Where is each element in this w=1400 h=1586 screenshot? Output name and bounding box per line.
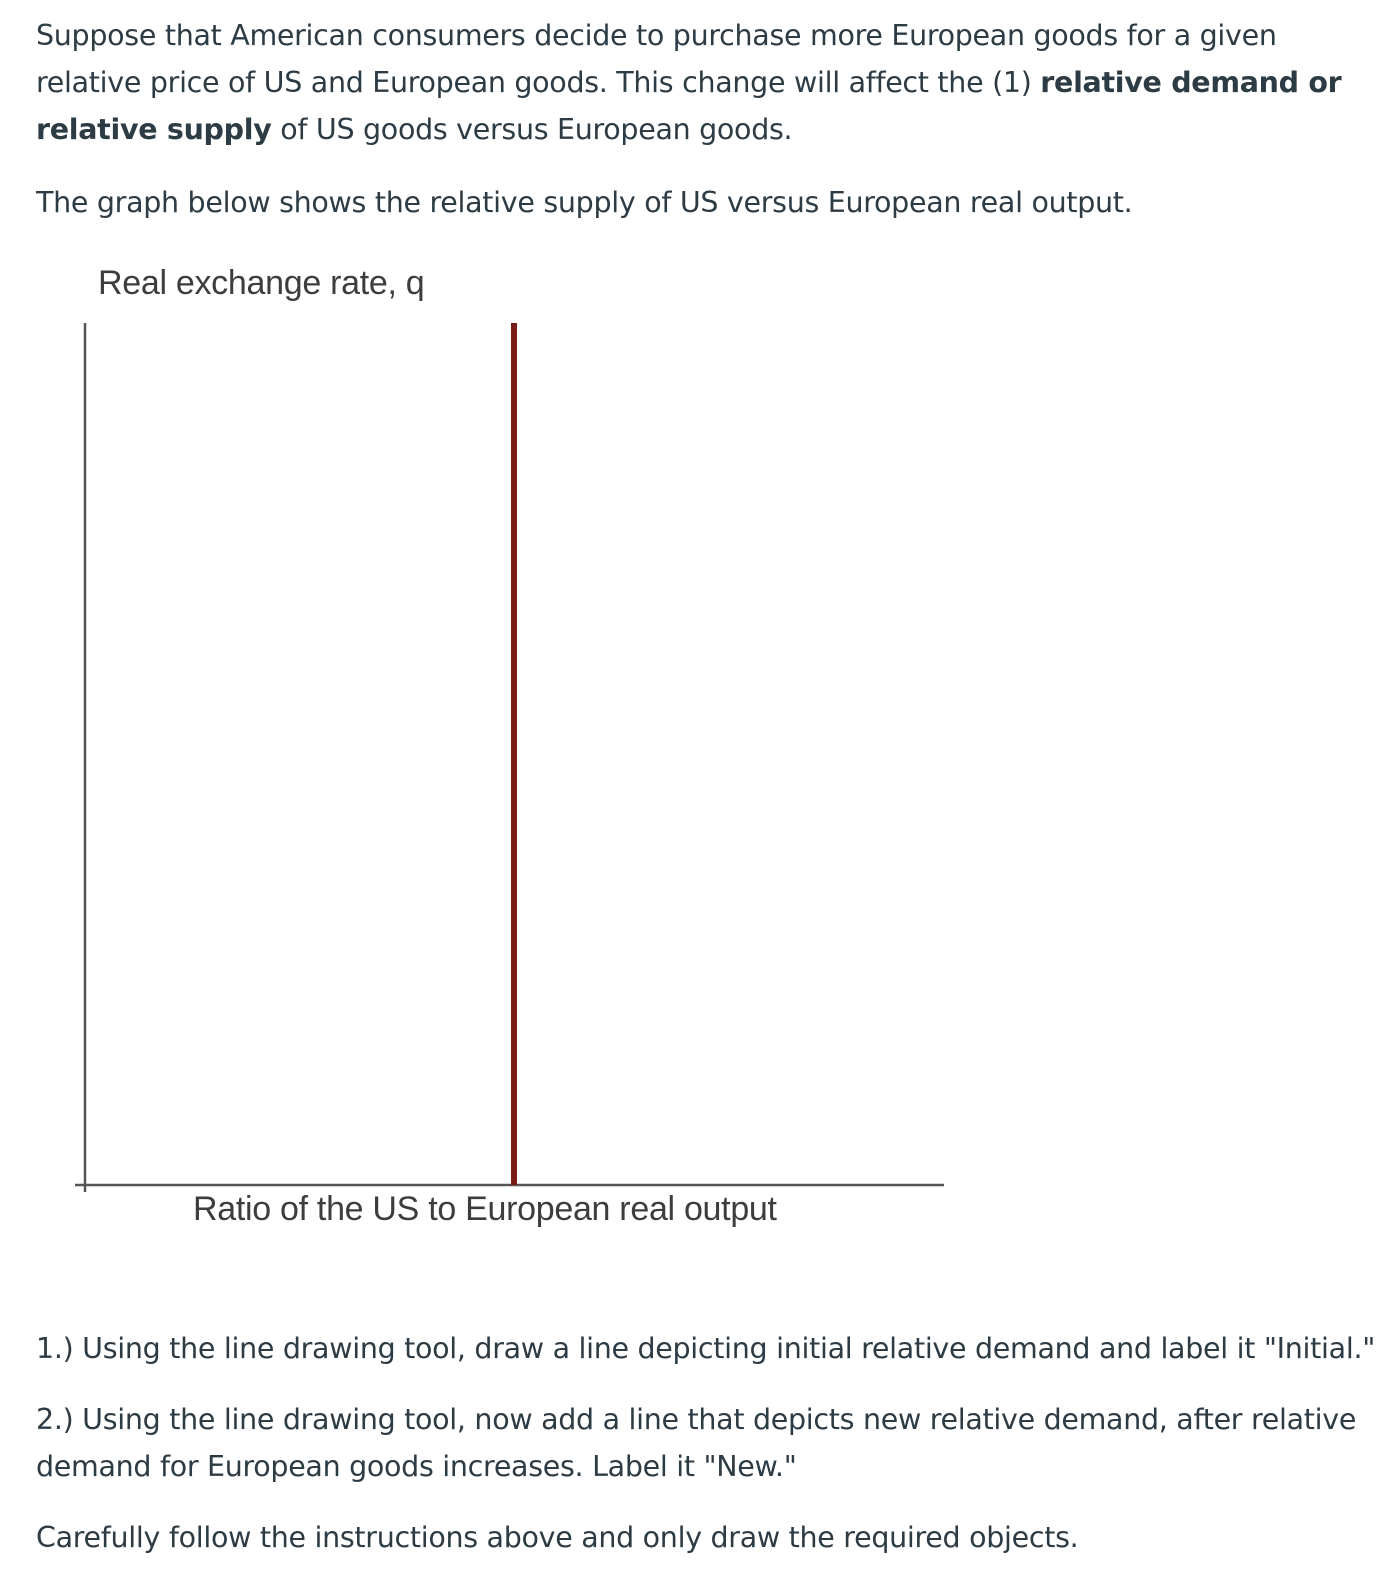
- graph-intro: The graph below shows the relative supply of US versus European real output.: [36, 186, 1133, 219]
- x-axis-label: Ratio of the US to European real output: [193, 1190, 777, 1228]
- question-blank-options: relative demand or relative supply: [36, 66, 1342, 146]
- instruction-step-1: 1.) Using the line drawing tool, draw a line depicting initial relative demand and label it "Initial.": [36, 1332, 1376, 1365]
- question-intro: [36, 12, 1386, 153]
- instruction-warning: Carefully follow the instructions above and only draw the required objects.: [36, 1521, 1079, 1554]
- y-axis-label: Real exchange rate, q: [98, 264, 425, 302]
- question-intro-text: Suppose that American consumers decide to purchase more European goods for a given relative price of US and European goods. This change will affect the (1): [36, 19, 1277, 99]
- question-intro-text-end: of US goods versus European goods.: [271, 113, 793, 146]
- instruction-step-2: 2.) Using the line drawing tool, now add a line that depicts new relative demand, after relative demand for European goods increases. Label it "New.": [36, 1403, 1357, 1483]
